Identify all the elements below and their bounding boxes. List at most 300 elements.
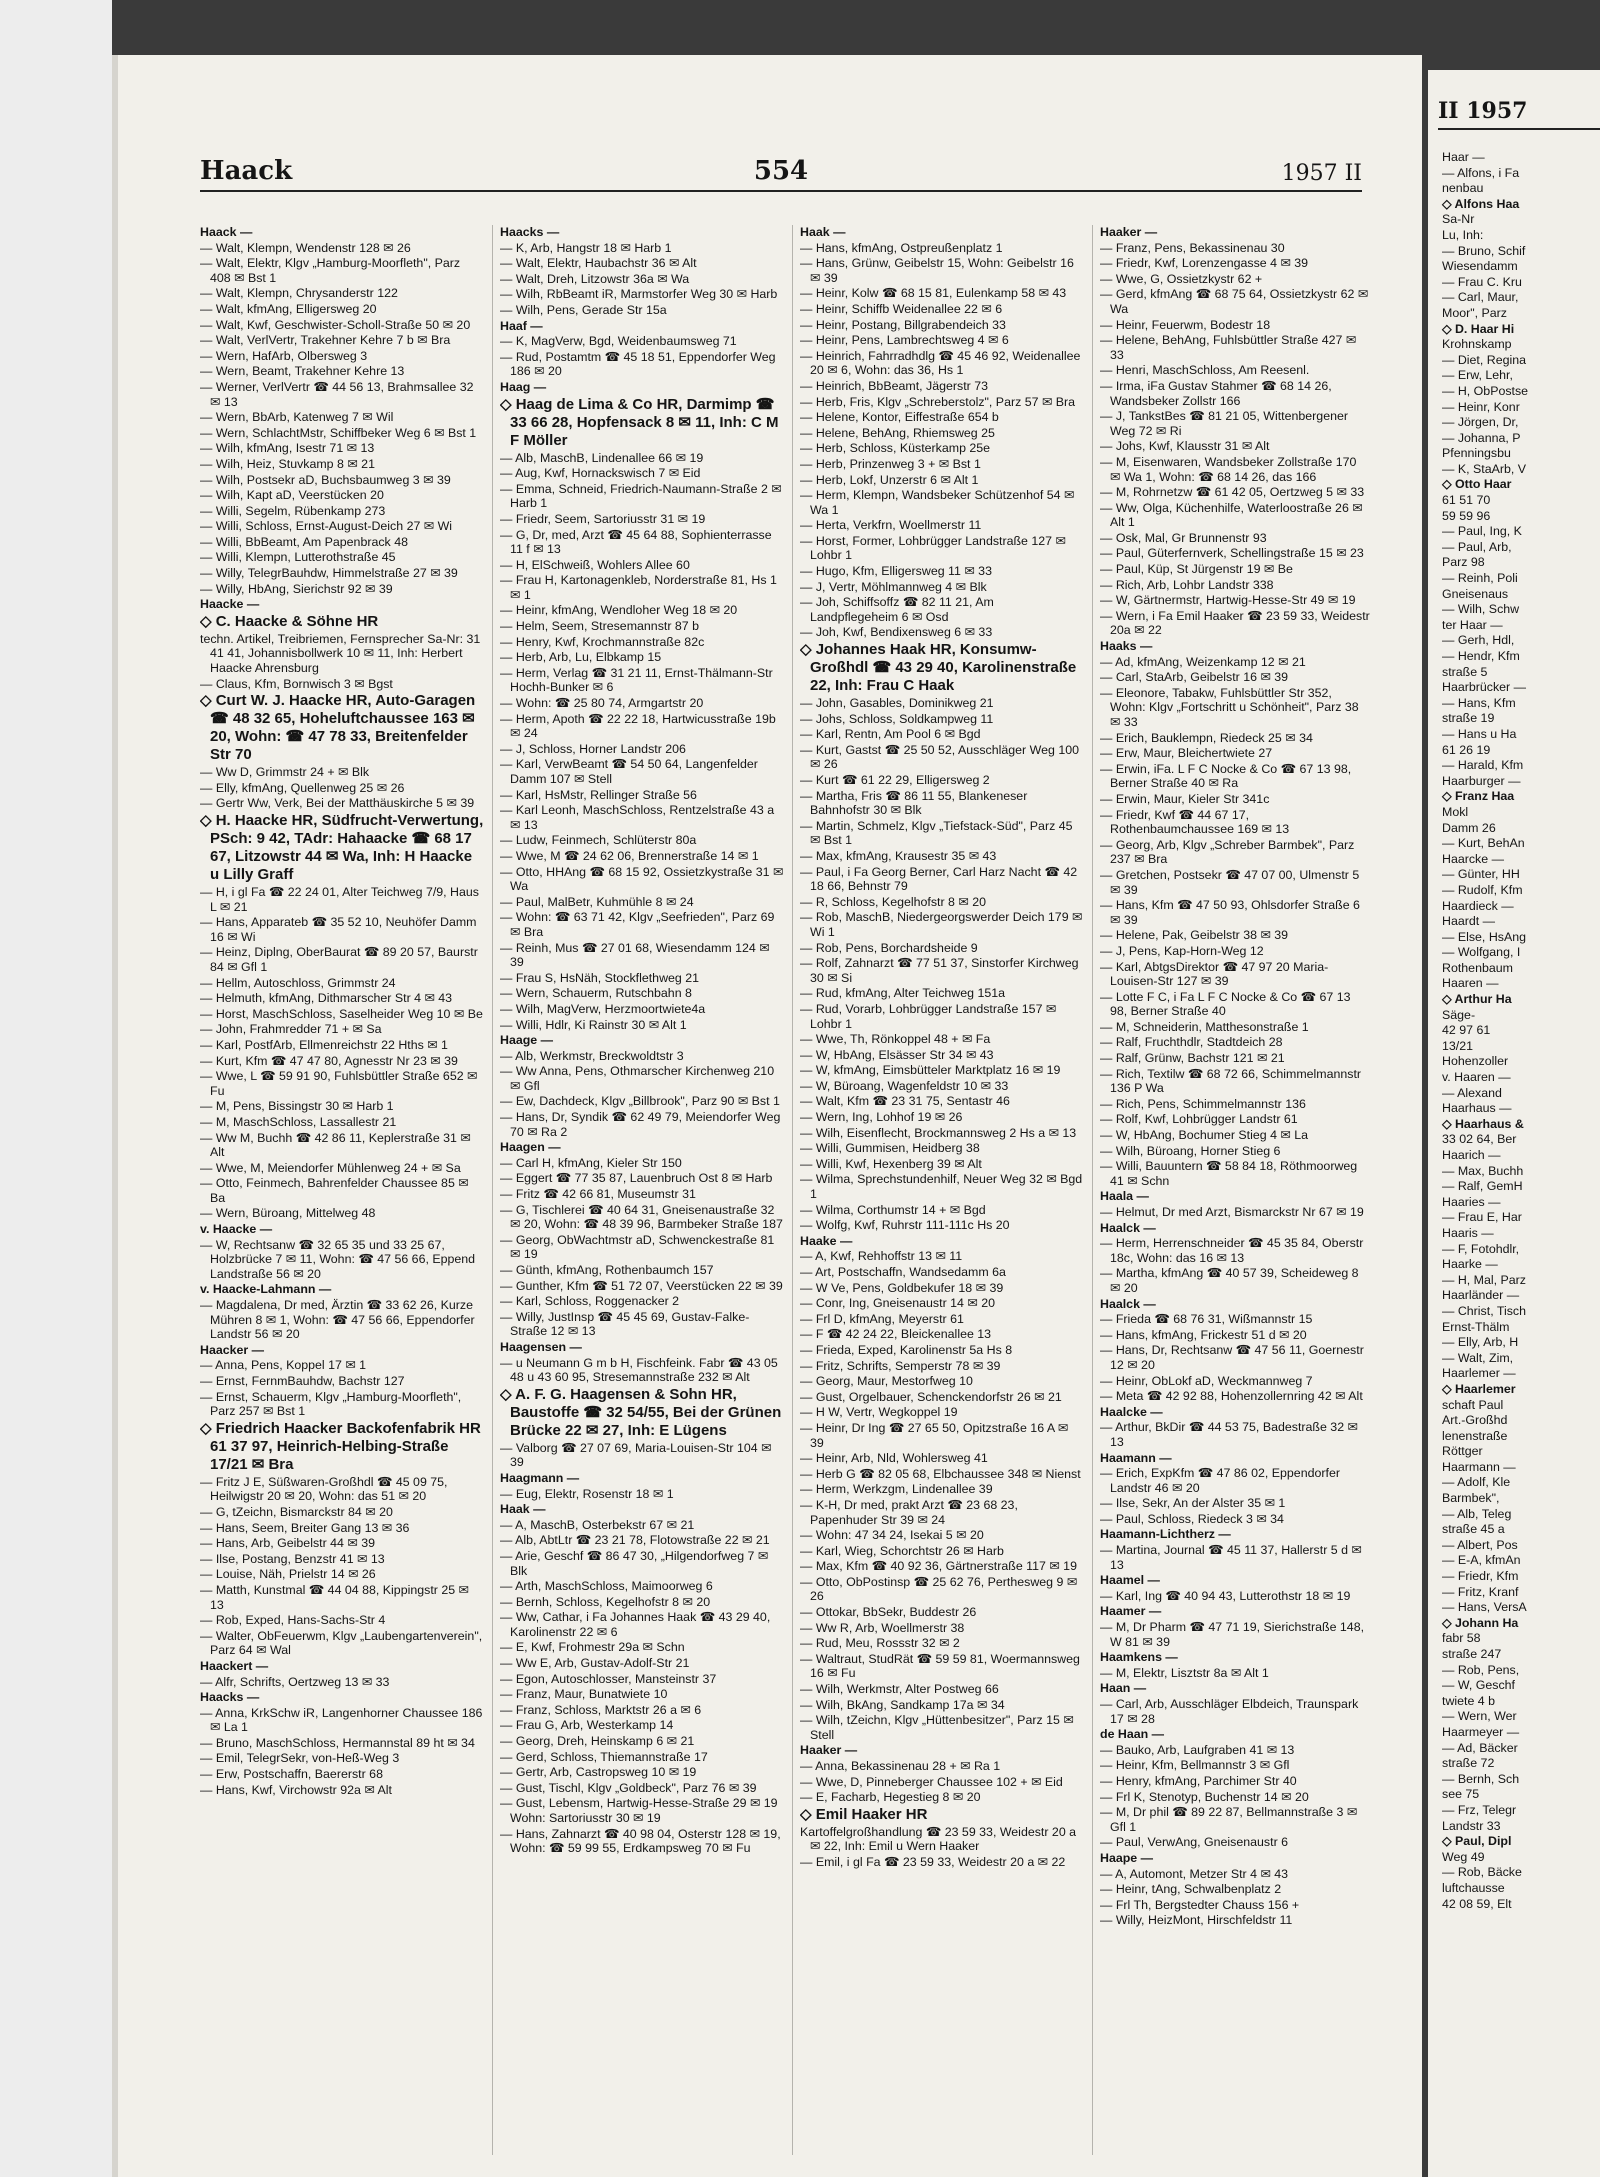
directory-entry: — Johs, Schloss, Soldkampweg 11 — [800, 711, 994, 726]
facing-entry: — Hendr, Kfm — [1442, 649, 1520, 663]
facing-entry: straße 19 — [1442, 711, 1495, 726]
directory-entry: — Joh, Kwf, Bendixensweg 6 ✉ 33 — [800, 625, 993, 640]
surname-heading: Haalck — — [1100, 1296, 1156, 1311]
facing-entry: see 75 — [1442, 1787, 1480, 1802]
surname-heading: v. Haacke — — [200, 1222, 273, 1237]
directory-entry: — Herb, Arb, Lu, Elbkamp 15 — [500, 650, 662, 665]
directory-entry: — Walt, Kwf, Geschwister-Scholl-Straße 50 ✉ 20 — [200, 317, 471, 332]
facing-entry: ter Haar — — [1442, 617, 1503, 632]
directory-entry: — Heinr, tAng, Schwalbenplatz 2 — [1100, 1882, 1282, 1897]
page-number: 554 — [753, 156, 809, 186]
directory-entry: — Wohn: ☎ 63 71 42, Klgv „Seefrieden", Parz 69 ✉ Bra — [500, 910, 775, 939]
directory-entry: — E, Kwf, Frohmestr 29a ✉ Schn — [500, 1640, 685, 1655]
directory-entry: — Fritz J E, Süßwaren-Großhdl ☎ 45 09 75, Heilwigstr 20 ✉ 20, Wohn: das 51 ✉ 20 — [200, 1474, 448, 1504]
directory-entry: — Helene, BehAng, Fuhlsbüttler Straße 427 ✉ 33 — [1100, 333, 1357, 362]
surname-heading: Haacker — — [200, 1342, 265, 1357]
directory-entry: — Wern, Schauerm, Rutschbahn 8 — [500, 986, 692, 1001]
directory-entry: — Conr, Ing, Gneisenaustr 14 ✉ 20 — [800, 1296, 995, 1311]
surname-heading: Haack — — [200, 225, 253, 239]
facing-entry: Landstr 33 — [1442, 1818, 1501, 1833]
facing-entry: ◇ D. Haar Hi — [1442, 321, 1515, 336]
directory-entry: — H W, Vertr, Wegkoppel 19 — [800, 1405, 958, 1420]
facing-entry: — Jörgen, Dr, — [1442, 415, 1519, 430]
directory-entry: — u Neumann G m b H, Fischfeink. Fabr ☎ 43 05 48 u 43 60 95, Stresemannstraße 232 ✉ Alt — [500, 1355, 778, 1385]
directory-entry: — Franz, Schloss, Marktstr 26 a ✉ 6 — [500, 1702, 702, 1717]
directory-entry: — Rud, Postamtm ☎ 45 18 51, Eppendorfer Weg 186 ✉ 20 — [500, 349, 776, 379]
facing-entry: twiete 4 b — [1442, 1693, 1496, 1708]
directory-entry: — Ww E, Arb, Gustav-Adolf-Str 21 — [500, 1656, 690, 1671]
directory-entry: — W, kfmAng, Eimsbütteler Marktplatz 16 ✉ 19 — [800, 1063, 1061, 1078]
surname-heading: Haaks — — [1100, 639, 1153, 654]
directory-entry: ◇ C. Haacke & Söhne HR — [200, 612, 379, 630]
directory-entry: — Otto, HHAng ☎ 68 15 92, Ossietzkystraße 31 ✉ Wa — [500, 864, 784, 894]
facing-entry: 59 59 96 — [1442, 508, 1491, 523]
directory-entry: — M, Schneiderin, Matthesonstraße 1 — [1100, 1019, 1309, 1034]
facing-entry: Haarich — — [1442, 1148, 1501, 1162]
directory-entry: — A, Automont, Metzer Str 4 ✉ 43 — [1100, 1866, 1289, 1881]
surname-heading: Haacks — — [500, 225, 560, 239]
facing-entry: Haardt — — [1442, 914, 1496, 929]
directory-entry: — Carl, Arb, Ausschläger Elbdeich, Traunspark 17 ✉ 28 — [1100, 1697, 1359, 1726]
directory-entry: — Wilh, Kapt aD, Veerstücken 20 — [200, 488, 384, 503]
directory-entry: — Karl, PostfArb, Ellmenreichstr 22 Hths ✉ 1 — [200, 1037, 448, 1052]
directory-entry: — M, Elektr, Lisztstr 8a ✉ Alt 1 — [1100, 1665, 1269, 1680]
directory-entry: ◇ Johannes Haak HR, Konsumw-Großhdl ☎ 43 29 40, Karolinenstraße 22, Inh: Frau C Haak — [800, 641, 1077, 695]
facing-entry: Weg 49 — [1442, 1849, 1485, 1864]
directory-entry: — Ww, Olga, Küchenhilfe, Waterloostraße 26 ✉ Alt 1 — [1100, 500, 1363, 530]
directory-entry: — Herm, Werkzgm, Lindenallee 39 — [800, 1482, 993, 1497]
directory-entry: — Willi, Gummisen, Heidberg 38 — [800, 1141, 980, 1156]
directory-entry: — M, Rohrnetzw ☎ 61 42 05, Oertzweg 5 ✉ 33 — [1100, 485, 1365, 500]
facing-entry: Haaren — — [1442, 976, 1499, 991]
directory-entry: — Fritz, Schrifts, Semperstr 78 ✉ 39 — [800, 1358, 1001, 1373]
directory-entry: — Günth, kfmAng, Rothenbaumch 157 — [500, 1263, 714, 1277]
directory-entry: — Ludw, Feinmech, Schlüterstr 80a — [500, 833, 697, 848]
directory-entry: — Eug, Elektr, Rosenstr 18 ✉ 1 — [500, 1486, 674, 1501]
surname-heading: Haacks — — [200, 1690, 260, 1705]
directory-entry: — Hans, Dr, Syndik ☎ 62 49 79, Meiendorfer Weg 70 ✉ Ra 2 — [500, 1110, 781, 1139]
directory-entry: — Willi, Hdlr, Ki Rainstr 30 ✉ Alt 1 — [500, 1017, 687, 1032]
directory-entry: — Arthur, BkDir ☎ 44 53 75, Badestraße 32 ✉ 13 — [1100, 1420, 1358, 1449]
directory-entry: — J, Pens, Kap-Horn-Weg 12 — [1100, 943, 1264, 958]
facing-entry: Haarburger — — [1442, 773, 1521, 788]
surname-heading: Haagensen — — [500, 1339, 582, 1354]
facing-entry: luftchausse — [1442, 1880, 1505, 1895]
surname-heading: Haamer — — [1100, 1604, 1162, 1619]
facing-entry: v. Haaren — — [1442, 1070, 1511, 1085]
facing-entry: 42 97 61 — [1442, 1023, 1491, 1038]
directory-entry: — Heinz, Diplng, OberBaurat ☎ 89 20 57, Baurstr 84 ✉ Gfl 1 — [200, 945, 478, 974]
directory-entry: — Helene, Pak, Geibelstr 38 ✉ 39 — [1100, 928, 1289, 943]
facing-entry: 33 02 64, Ber — [1442, 1132, 1517, 1147]
directory-entry: — Gerd, kfmAng ☎ 68 75 64, Ossietzkystr 62 ✉ Wa — [1100, 287, 1369, 316]
facing-entry: — Frau C. Kru — [1442, 274, 1522, 289]
directory-entry: — Valborg ☎ 27 07 69, Maria-Louisen-Str 104 ✉ 39 — [500, 1440, 772, 1470]
directory-entry: ◇ Haag de Lima & Co HR, Darmimp ☎ 33 66 28, Hopfensack 8 ✉ 11, Inh: C M F Möller — [500, 395, 779, 449]
directory-entry: — Hans, kfmAng, Frickestr 51 d ✉ 20 — [1100, 1327, 1307, 1342]
directory-entry: — Wwe, D, Pinneberger Chaussee 102 + ✉ Eid — [800, 1774, 1063, 1789]
directory-entry: — Hellm, Autoschloss, Grimmstr 24 — [200, 975, 396, 990]
directory-entry: — Karl, VerwBeamt ☎ 54 50 64, Langenfelder Damm 107 ✉ Stell — [500, 757, 758, 786]
surname-heading: Haamann-Lichtherz — — [1100, 1527, 1231, 1542]
facing-entry: — Ad, Bäcker — [1442, 1740, 1518, 1755]
directory-entry: — Paul, i Fa Georg Berner, Carl Harz Nacht ☎ 42 18 66, Behnstr 79 — [800, 864, 1078, 894]
directory-entry: — Wilh, Postsekr aD, Buchsbaumweg 3 ✉ 39 — [200, 472, 451, 487]
facing-entry: Haarlemer — — [1442, 1366, 1516, 1381]
directory-entry: — Otto, Feinmech, Bahrenfelder Chaussee 85 ✉ Ba — [200, 1176, 469, 1205]
directory-entry: — Ww D, Grimmstr 24 + ✉ Blk — [200, 765, 370, 780]
facing-entry: Haarke — — [1442, 1257, 1498, 1272]
directory-entry: — Herb G ☎ 82 05 68, Elbchaussee 348 ✉ Nienst — [800, 1466, 1081, 1481]
facing-entry: Haarbrücker — — [1442, 680, 1527, 695]
facing-entry: straße 45 a — [1442, 1522, 1505, 1537]
directory-entry: — Irma, iFa Gustav Stahmer ☎ 68 14 26, Wandsbeker Zollstr 166 — [1100, 378, 1332, 408]
directory-entry: — Erw, Maur, Bleichertwiete 27 — [1100, 746, 1273, 761]
facing-entry: Haaris — — [1442, 1225, 1494, 1240]
facing-entry: — Bernh, Sch — [1442, 1771, 1520, 1786]
directory-entry: — A, Kwf, Rehhoffstr 13 ✉ 11 — [800, 1249, 963, 1264]
directory-entry: — Ew, Dachdeck, Klgv „Billbrook", Parz 90 ✉ Bst 1 — [500, 1094, 780, 1109]
directory-entry: — Friedr, Kwf, Lorenzengasse 4 ✉ 39 — [1100, 256, 1309, 271]
facing-entry: — Hans, VersA — [1442, 1600, 1527, 1615]
facing-entry: — Walt, Zim, — [1442, 1350, 1514, 1365]
directory-entry: — W, Gärtnermstr, Hartwig-Hesse-Str 49 ✉ 19 — [1100, 593, 1356, 608]
directory-entry: — Paul, MalBetr, Kuhmühle 8 ✉ 24 — [500, 894, 694, 909]
facing-entry: — Albert, Pos — [1442, 1537, 1518, 1552]
directory-entry: — Gunther, Kfm ☎ 51 72 07, Veerstücken 22 ✉ 39 — [500, 1278, 783, 1293]
directory-entry: — Helmuth, kfmAng, Dithmarscher Str 4 ✉ 43 — [200, 991, 453, 1006]
facing-entry: Säge- — [1442, 1007, 1476, 1022]
directory-page — [112, 55, 1422, 2177]
directory-entry: — Emil, TelegrSekr, von-Heß-Weg 3 — [200, 1751, 400, 1766]
surname-heading: Haaker — — [800, 1743, 858, 1758]
directory-entry: — Rich, Arb, Lohbr Landstr 338 — [1100, 577, 1274, 592]
directory-entry: — Franz, Maur, Bunatwiete 10 — [500, 1687, 668, 1702]
directory-entry: — Bernh, Schloss, Kegelhofstr 8 ✉ 20 — [500, 1594, 711, 1609]
directory-entry: — Alb, Werkmstr, Breckwoldtstr 3 — [500, 1048, 684, 1063]
facing-entry: — Wern, Wer — [1442, 1709, 1517, 1724]
facing-entry: — Paul, Ing, K — [1442, 524, 1522, 539]
directory-entry: — R, Schloss, Kegelhofstr 8 ✉ 20 — [800, 894, 986, 909]
directory-entry: — Wern, BbArb, Katenweg 7 ✉ Wil — [200, 410, 394, 425]
directory-entry: — Wern, Ing, Lohhof 19 ✉ 26 — [800, 1110, 963, 1125]
directory-entry: — Heinr, Postang, Billgrabendeich 33 — [800, 317, 1006, 332]
facing-entry: — Friedr, Kfm — [1442, 1569, 1519, 1584]
directory-entry: — Hans, Seem, Breiter Gang 13 ✉ 36 — [200, 1520, 410, 1535]
directory-entry: — Heinrich, Fahrradhdlg ☎ 45 46 92, Weidenallee 20 ✉ 6, Wohn: das 36, Hs 1 — [800, 348, 1081, 378]
facing-entry: — F, Fotohdlr, — [1442, 1241, 1520, 1256]
directory-entry: — Wern, HafArb, Olbersweg 3 — [200, 348, 368, 363]
directory-entry: — Karl, AbtgsDirektor ☎ 47 97 20 Maria-Louisen-Str 127 ✉ 39 — [1100, 959, 1329, 989]
facing-header: II 1957 — [1438, 98, 1600, 130]
directory-entry: — Art, Postschaffn, Wandsedamm 6a — [800, 1265, 1006, 1279]
facing-entry: nenbau — [1442, 181, 1484, 196]
directory-entry: — Walt, Dreh, Litzowstr 36a ✉ Wa — [500, 271, 690, 286]
facing-entry: Haarhaus — — [1442, 1101, 1512, 1116]
directory-entry: — Henri, MaschSchloss, Am Reesenl. — [1100, 363, 1310, 378]
column-3 — [800, 225, 1084, 2155]
facing-entry: — Carl, Maur, — [1442, 290, 1519, 305]
directory-entry: ◇ Friedrich Haacker Backofenfabrik HR 61 37 97, Heinrich-Helbing-Straße 17/21 ✉ Bra — [200, 1419, 481, 1473]
directory-entry: — Wern, i Fa Emil Haaker ☎ 23 59 33, Weidestr 20a ✉ 22 — [1100, 608, 1370, 638]
running-head-year: 1957 II — [1281, 161, 1362, 186]
directory-entry: — W, Rechtsanw ☎ 32 65 35 und 33 25 67, Holzbrücke 7 ✉ 11, Wohn: ☎ 47 56 66, Eppend Landstraße 56 ✉ 20 — [200, 1237, 476, 1281]
directory-entry: — Johs, Kwf, Klausstr 31 ✉ Alt — [1100, 439, 1270, 454]
facing-entry: — H, ObPostse — [1442, 383, 1529, 398]
directory-entry: — E, Facharb, Hegestieg 8 ✉ 20 — [800, 1790, 981, 1805]
column-4 — [1100, 225, 1370, 2155]
directory-entry: — A, MaschB, Osterbekstr 67 ✉ 21 — [500, 1517, 695, 1532]
surname-heading: Haage — — [500, 1033, 554, 1048]
directory-entry: — Herta, Verkfrn, Woellmerstr 11 — [800, 518, 982, 533]
directory-entry: — Erwin, iFa. L F C Nocke & Co ☎ 67 13 98, Berner Straße 40 ✉ Ra — [1100, 761, 1352, 791]
facing-entry: Haaries — — [1442, 1194, 1501, 1209]
directory-entry: — Wwe, L ☎ 59 91 90, Fuhlsbüttler Straße 652 ✉ Fu — [200, 1069, 478, 1098]
directory-entry: — Wilh, BkAng, Sandkamp 17a ✉ 34 — [800, 1697, 1005, 1712]
surname-heading: Haacke — — [200, 597, 260, 612]
facing-entry: Haarcke — — [1442, 851, 1504, 866]
directory-entry: — K-H, Dr med, prakt Arzt ☎ 23 68 23, Papenhuder Str 39 ✉ 24 — [800, 1497, 1018, 1527]
directory-entry: — J, TankstBes ☎ 81 21 05, Wittenbergener Weg 72 ✉ Ri — [1100, 409, 1348, 438]
running-head-keyword: Haack — [200, 156, 293, 186]
facing-column — [1442, 150, 1600, 1912]
directory-entry: — Herm, Verlag ☎ 31 21 11, Ernst-Thälmann-Str Hochh-Bunker ✉ 6 — [500, 665, 773, 695]
directory-entry: — H, ElSchweiß, Wohlers Allee 60 — [500, 557, 690, 572]
surname-heading: de Haan — — [1100, 1727, 1165, 1742]
directory-entry: — Anna, Bekassinenau 28 + ✉ Ra 1 — [800, 1759, 1001, 1773]
directory-entry: — Gretchen, Postsekr ☎ 47 07 00, Ulmenstr 5 ✉ 39 — [1100, 867, 1360, 897]
facing-entry: Wiesendamm — [1442, 259, 1518, 274]
directory-entry: — Ww M, Buchh ☎ 42 86 11, Keplerstraße 31 ✉ Alt — [200, 1130, 471, 1160]
directory-entry: — Hans, kfmAng, Ostpreußenplatz 1 — [800, 240, 1003, 255]
column-divider — [1092, 225, 1093, 2155]
surname-heading: Haag — — [500, 379, 547, 394]
facing-entry: schaft Paul — [1442, 1397, 1504, 1412]
surname-heading: Haackert — — [200, 1658, 269, 1673]
directory-entry: — W, Büroang, Wagenfeldstr 10 ✉ 33 — [800, 1078, 1009, 1093]
directory-entry: — Wern, Beamt, Trakehner Kehre 13 — [200, 364, 405, 379]
directory-entry: — Kurt, Kfm ☎ 47 47 80, Agnesstr Nr 23 ✉ 39 — [200, 1053, 458, 1068]
facing-entry: Ernst-Thälm — [1442, 1319, 1510, 1334]
directory-entry: — J, Schloss, Horner Landstr 206 — [500, 741, 686, 756]
facing-entry: — Paul, Arb, — [1442, 539, 1512, 554]
surname-heading: Haamann — — [1100, 1450, 1172, 1465]
directory-entry: — Helene, Kontor, Eiffestraße 654 b — [800, 410, 999, 425]
column-divider — [492, 225, 493, 2155]
facing-entry: — Hans, Kfm — [1442, 695, 1516, 710]
directory-entry: — Otto, ObPostinsp ☎ 25 62 76, Perthesweg 9 ✉ 26 — [800, 1574, 1078, 1604]
facing-entry: — Frz, Telegr — [1442, 1802, 1517, 1817]
directory-entry: — Frau G, Arb, Westerkamp 14 — [500, 1718, 674, 1733]
directory-entry: — Karl, HsMstr, Rellinger Straße 56 — [500, 787, 697, 802]
surname-heading: v. Haacke-Lahmann — — [200, 1282, 332, 1297]
directory-entry: — Wilh, kfmAng, Isestr 71 ✉ 13 — [200, 441, 375, 456]
directory-entry: — Max, kfmAng, Krausestr 35 ✉ 43 — [800, 848, 997, 863]
facing-entry: Barmbek", — [1442, 1491, 1500, 1506]
directory-entry: — Wwe, G, Ossietzkystr 62 + — [1100, 271, 1263, 286]
directory-entry: ◇ A. F. G. Haagensen & Sohn HR, Baustoffe ☎ 32 54/55, Bei der Grünen Brücke 22 ✉ 27, Inh: E Lügens — [500, 1385, 782, 1439]
directory-entry: — Gust, Tischl, Klgv „Goldbeck", Parz 76 ✉ 39 — [500, 1780, 757, 1795]
directory-entry: — Gertr, Arb, Castropsweg 10 ✉ 19 — [500, 1765, 697, 1780]
directory-entry: — Frau H, Kartonagenkleb, Norderstraße 81, Hs 1 ✉ 1 — [500, 573, 777, 602]
directory-entry: — Walter, ObFeuerwm, Klgv „Laubengartenverein", Parz 64 ✉ Wal — [200, 1628, 483, 1658]
directory-entry: — Henry, Kwf, Krochmannstraße 82c — [500, 634, 705, 649]
directory-entry: — Karl Leonh, MaschSchloss, Rentzelstraße 43 a ✉ 13 — [500, 803, 775, 832]
surname-heading: Haalck — — [1100, 1220, 1156, 1235]
directory-entry: Kartoffelgroßhandlung ☎ 23 59 33, Weidestr 20 a ✉ 22, Inh: Emil u Wern Haaker — [800, 1824, 1077, 1854]
directory-entry: — Hans, Dr, Rechtsanw ☎ 47 56 11, Goernestr 12 ✉ 20 — [1100, 1343, 1364, 1372]
directory-entry: — Wilh, Pens, Gerade Str 15a — [500, 302, 667, 317]
directory-entry: — Erich, Bauklempn, Riedeck 25 ✉ 34 — [1100, 730, 1313, 745]
directory-entry: — Werner, VerlVertr ☎ 44 56 13, Brahmsallee 32 ✉ 13 — [200, 379, 474, 409]
directory-entry: — Ralf, Grünw, Bachstr 121 ✉ 21 — [1100, 1051, 1285, 1066]
surname-heading: Haak — — [500, 1502, 546, 1517]
facing-entry: ◇ Alfons Haa — [1442, 196, 1520, 211]
directory-entry: — Wilh, Heiz, Stuvkamp 8 ✉ 21 — [200, 456, 375, 471]
directory-entry: — Georg, ObWachtmstr aD, Schwenckestraße 81 ✉ 19 — [500, 1232, 775, 1262]
directory-entry: — Hugo, Kfm, Elligersweg 11 ✉ 33 — [800, 564, 992, 579]
directory-entry: — Matth, Kunstmal ☎ 44 04 88, Kippingstr 25 ✉ 13 — [200, 1582, 469, 1612]
facing-entry: — Alfons, i Fa — [1442, 165, 1520, 180]
directory-entry: — Karl, Ing ☎ 40 94 43, Lutterothstr 18 ✉ 19 — [1100, 1588, 1351, 1603]
directory-entry: — Heinr, Kolw ☎ 68 15 81, Eulenkamp 58 ✉ 43 — [800, 286, 1067, 301]
directory-entry: — Karl, Schloss, Roggenacker 2 — [500, 1294, 680, 1309]
facing-entry: — Fritz, Kranf — [1442, 1584, 1519, 1599]
facing-entry: — Christ, Tisch — [1442, 1303, 1526, 1318]
facing-entry: Haarmann — — [1442, 1459, 1516, 1474]
column-divider — [792, 225, 793, 2155]
facing-entry: straße 5 — [1442, 664, 1488, 679]
facing-entry: — Reinh, Poli — [1442, 571, 1518, 586]
facing-entry: Lu, Inh: — [1442, 227, 1484, 242]
facing-entry: — W, Geschf — [1442, 1678, 1515, 1693]
directory-entry: — F ☎ 42 24 22, Bleickenallee 13 — [800, 1327, 992, 1342]
column-1 — [200, 225, 484, 2155]
directory-entry: — Willi, Kwf, Hexenberg 39 ✉ Alt — [800, 1156, 982, 1171]
facing-page-fragment — [1428, 70, 1600, 2177]
directory-entry: — Rob, MaschB, Niedergeorgswerder Deich 179 ✉ Wi 1 — [800, 910, 1083, 939]
facing-entry: — Ralf, GemH — [1442, 1179, 1523, 1194]
page-edge-shadow — [112, 55, 118, 2177]
directory-entry: — Walt, Elektr, Klgv „Hamburg-Moorfleth", Parz 408 ✉ Bst 1 — [200, 256, 461, 285]
directory-entry: — Max, Kfm ☎ 40 92 36, Gärtnerstraße 117 ✉ 19 — [800, 1559, 1077, 1574]
facing-entry: Sa-Nr — [1442, 212, 1475, 227]
facing-entry: ◇ Johann Ha — [1442, 1615, 1519, 1630]
facing-entry: — Gerh, Hdl, — [1442, 633, 1515, 648]
facing-entry: Gneisenaus — [1442, 586, 1509, 601]
directory-entry: — Wilh, Büroang, Horner Stieg 6 — [1100, 1143, 1281, 1158]
directory-entry: — Walt, Klempn, Wendenstr 128 ✉ 26 — [200, 240, 411, 255]
directory-entry: — Walt, kfmAng, Elligersweg 20 — [200, 301, 377, 316]
directory-entry: — Wwe, M ☎ 24 62 06, Brennerstraße 14 ✉ 1 — [500, 848, 759, 863]
facing-entry: — H, Mal, Parz — [1442, 1272, 1526, 1287]
directory-entry: — Hans, Grünw, Geibelstr 15, Wohn: Geibelstr 16 ✉ 39 — [800, 256, 1074, 285]
facing-entry: Damm 26 — [1442, 820, 1496, 835]
directory-entry: — Rud, Vorarb, Lohbrügger Landstraße 157 ✉ Lohbr 1 — [800, 1001, 1057, 1031]
directory-entry: — Anna, KrkSchw iR, Langenhorner Chaussee 186 ✉ La 1 — [200, 1705, 483, 1735]
scan-left-margin — [0, 0, 112, 2177]
directory-entry: — M, Pens, Bissingstr 30 ✉ Harb 1 — [200, 1099, 394, 1114]
facing-entry: ◇ Haarhaus & — [1442, 1116, 1524, 1131]
directory-entry: — Elly, kfmAng, Quellenweg 25 ✉ 26 — [200, 780, 405, 795]
directory-entry: — Heinrich, BbBeamt, Jägerstr 73 — [800, 378, 989, 393]
directory-entry: — Henry, kfmAng, Parchimer Str 40 — [1100, 1773, 1297, 1788]
directory-entry: — Aug, Kwf, Hornackswisch 7 ✉ Eid — [500, 466, 701, 481]
directory-entry: — W, HbAng, Bochumer Stieg 4 ✉ La — [1100, 1128, 1309, 1143]
directory-entry: — W, HbAng, Elsässer Str 34 ✉ 43 — [800, 1047, 994, 1062]
facing-entry: Haardieck — — [1442, 898, 1514, 913]
facing-entry: ◇ Haarlemer — [1442, 1381, 1516, 1396]
facing-entry: — Alexand — [1442, 1085, 1502, 1100]
directory-entry: — Arth, MaschSchloss, Maimoorweg 6 — [500, 1579, 713, 1594]
directory-entry: — Lotte F C, i Fa L F C Nocke & Co ☎ 67 13 98, Berner Straße 40 — [1100, 989, 1351, 1019]
facing-entry: — Wolfgang, I — [1442, 945, 1521, 960]
facing-entry: — Hans u Ha — [1442, 726, 1517, 741]
directory-entry: — Erw, Postschaffn, Baererstr 68 — [200, 1767, 383, 1782]
directory-entry: — Heinr, Dr Ing ☎ 27 65 50, Opitzstraße 16 A ✉ 39 — [800, 1420, 1069, 1450]
directory-entry: — Martha, kfmAng ☎ 40 57 39, Scheideweg 8 ✉ 20 — [1100, 1266, 1359, 1295]
surname-heading: Haalcke — — [1100, 1404, 1163, 1419]
directory-entry: — Erich, ExpKfm ☎ 47 86 02, Eppendorfer Landstr 46 ✉ 20 — [1100, 1466, 1340, 1495]
directory-entry: — Alb, MaschB, Lindenallee 66 ✉ 19 — [500, 450, 704, 465]
page-header — [200, 150, 1362, 192]
directory-entry: — H, i gl Fa ☎ 22 24 01, Alter Teichweg 7/9, Haus L ✉ 21 — [200, 885, 479, 914]
directory-entry: — Wilh, Werkmstr, Alter Postweg 66 — [800, 1682, 999, 1697]
directory-entry: — Reinh, Mus ☎ 27 01 68, Wiesendamm 124 ✉ 39 — [500, 940, 770, 970]
directory-entry: techn. Artikel, Treibriemen, Fernsprecher Sa-Nr: 31 41 41, Johannisbollwerk 10 ✉ 11, Inh: Herbert Haacke Ahrensburg — [200, 631, 481, 676]
directory-entry: — Wilma, Corthumstr 14 + ✉ Bgd — [800, 1202, 986, 1217]
facing-entry: 13/21 — [1442, 1038, 1474, 1053]
directory-entry: — Gertr Ww, Verk, Bei der Matthäuskirche 5 ✉ 39 — [200, 796, 475, 811]
directory-entry: ◇ Emil Haaker HR — [800, 1805, 928, 1823]
directory-entry: — Rich, Pens, Schimmelmannstr 136 — [1100, 1096, 1306, 1111]
directory-entry: — Willy, HeizMont, Hirschfeldstr 11 — [1100, 1913, 1293, 1928]
facing-entry: 61 51 70 — [1442, 493, 1491, 508]
directory-entry: — Herb, Prinzenweg 3 + ✉ Bst 1 — [800, 456, 981, 471]
directory-entry: — Carl H, kfmAng, Kieler Str 150 — [500, 1155, 682, 1170]
directory-entry: — Walt, Kfm ☎ 23 31 75, Sentastr 46 — [800, 1094, 1010, 1109]
directory-entry: — Martha, Fris ☎ 86 11 55, Blankeneser Bahnhofstr 30 ✉ Blk — [800, 788, 1028, 818]
surname-heading: Haamel — — [1100, 1573, 1160, 1588]
directory-entry: — Friedr, Seem, Sartoriusstr 31 ✉ 19 — [500, 511, 706, 526]
directory-entry: — Hans, Arb, Geibelstr 44 ✉ 39 — [200, 1536, 375, 1551]
facing-entry: — Rob, Bäcke — [1442, 1865, 1522, 1880]
directory-entry: — Ernst, FernmBauhdw, Bachstr 127 — [200, 1374, 405, 1388]
directory-entry: — Helene, BehAng, Rhiemsweg 25 — [800, 425, 995, 440]
surname-heading: Haala — — [1100, 1189, 1149, 1204]
directory-entry: — Frau S, HsNäh, Stockflethweg 21 — [500, 970, 700, 985]
facing-entry: — E-A, kfmAn — [1442, 1553, 1521, 1568]
directory-entry: — Erwin, Maur, Kieler Str 341c — [1100, 791, 1270, 806]
directory-entry: — Ernst, Schauerm, Klgv „Hamburg-Moorfleth", Parz 257 ✉ Bst 1 — [200, 1389, 462, 1419]
directory-entry: — W Ve, Pens, Goldbekufer 18 ✉ 39 — [800, 1280, 1004, 1295]
directory-entry: — Karl, Wieg, Schorchtstr 26 ✉ Harb — [800, 1543, 1004, 1558]
directory-entry: — Alfr, Schrifts, Oertzweg 13 ✉ 33 — [200, 1674, 390, 1689]
directory-entry: — K, MagVerw, Bgd, Weidenbaumsweg 71 — [500, 334, 737, 349]
directory-entry: — Wern, SchlachtMstr, Schiffbeker Weg 6 ✉ Bst 1 — [200, 425, 477, 440]
directory-entry: — Kurt, Gastst ☎ 25 50 52, Ausschläger Weg 100 ✉ 26 — [800, 742, 1079, 772]
directory-entry: — Paul, Güterfernverk, Schellingstraße 15 ✉ 23 — [1100, 546, 1364, 561]
facing-entry: Parz 98 — [1442, 555, 1485, 570]
directory-entry: — Heinr, Kfm, Bellmannstr 3 ✉ Gfl — [1100, 1758, 1290, 1773]
directory-entry: — Willi, Bauuntern ☎ 58 84 18, Röthmoorweg 41 ✉ Schn — [1100, 1159, 1358, 1188]
facing-entry: ◇ Arthur Ha — [1442, 992, 1512, 1007]
directory-entry: — J, Vertr, Möhlmannweg 4 ✉ Blk — [800, 579, 987, 594]
directory-entry: — Heinr, Feuerwm, Bodestr 18 — [1100, 317, 1271, 332]
surname-heading: Haape — — [1100, 1850, 1154, 1865]
directory-entry: — Heinr, Arb, Nld, Wohlersweg 41 — [800, 1451, 988, 1466]
facing-entry: — Frau E, Har — [1442, 1210, 1522, 1225]
